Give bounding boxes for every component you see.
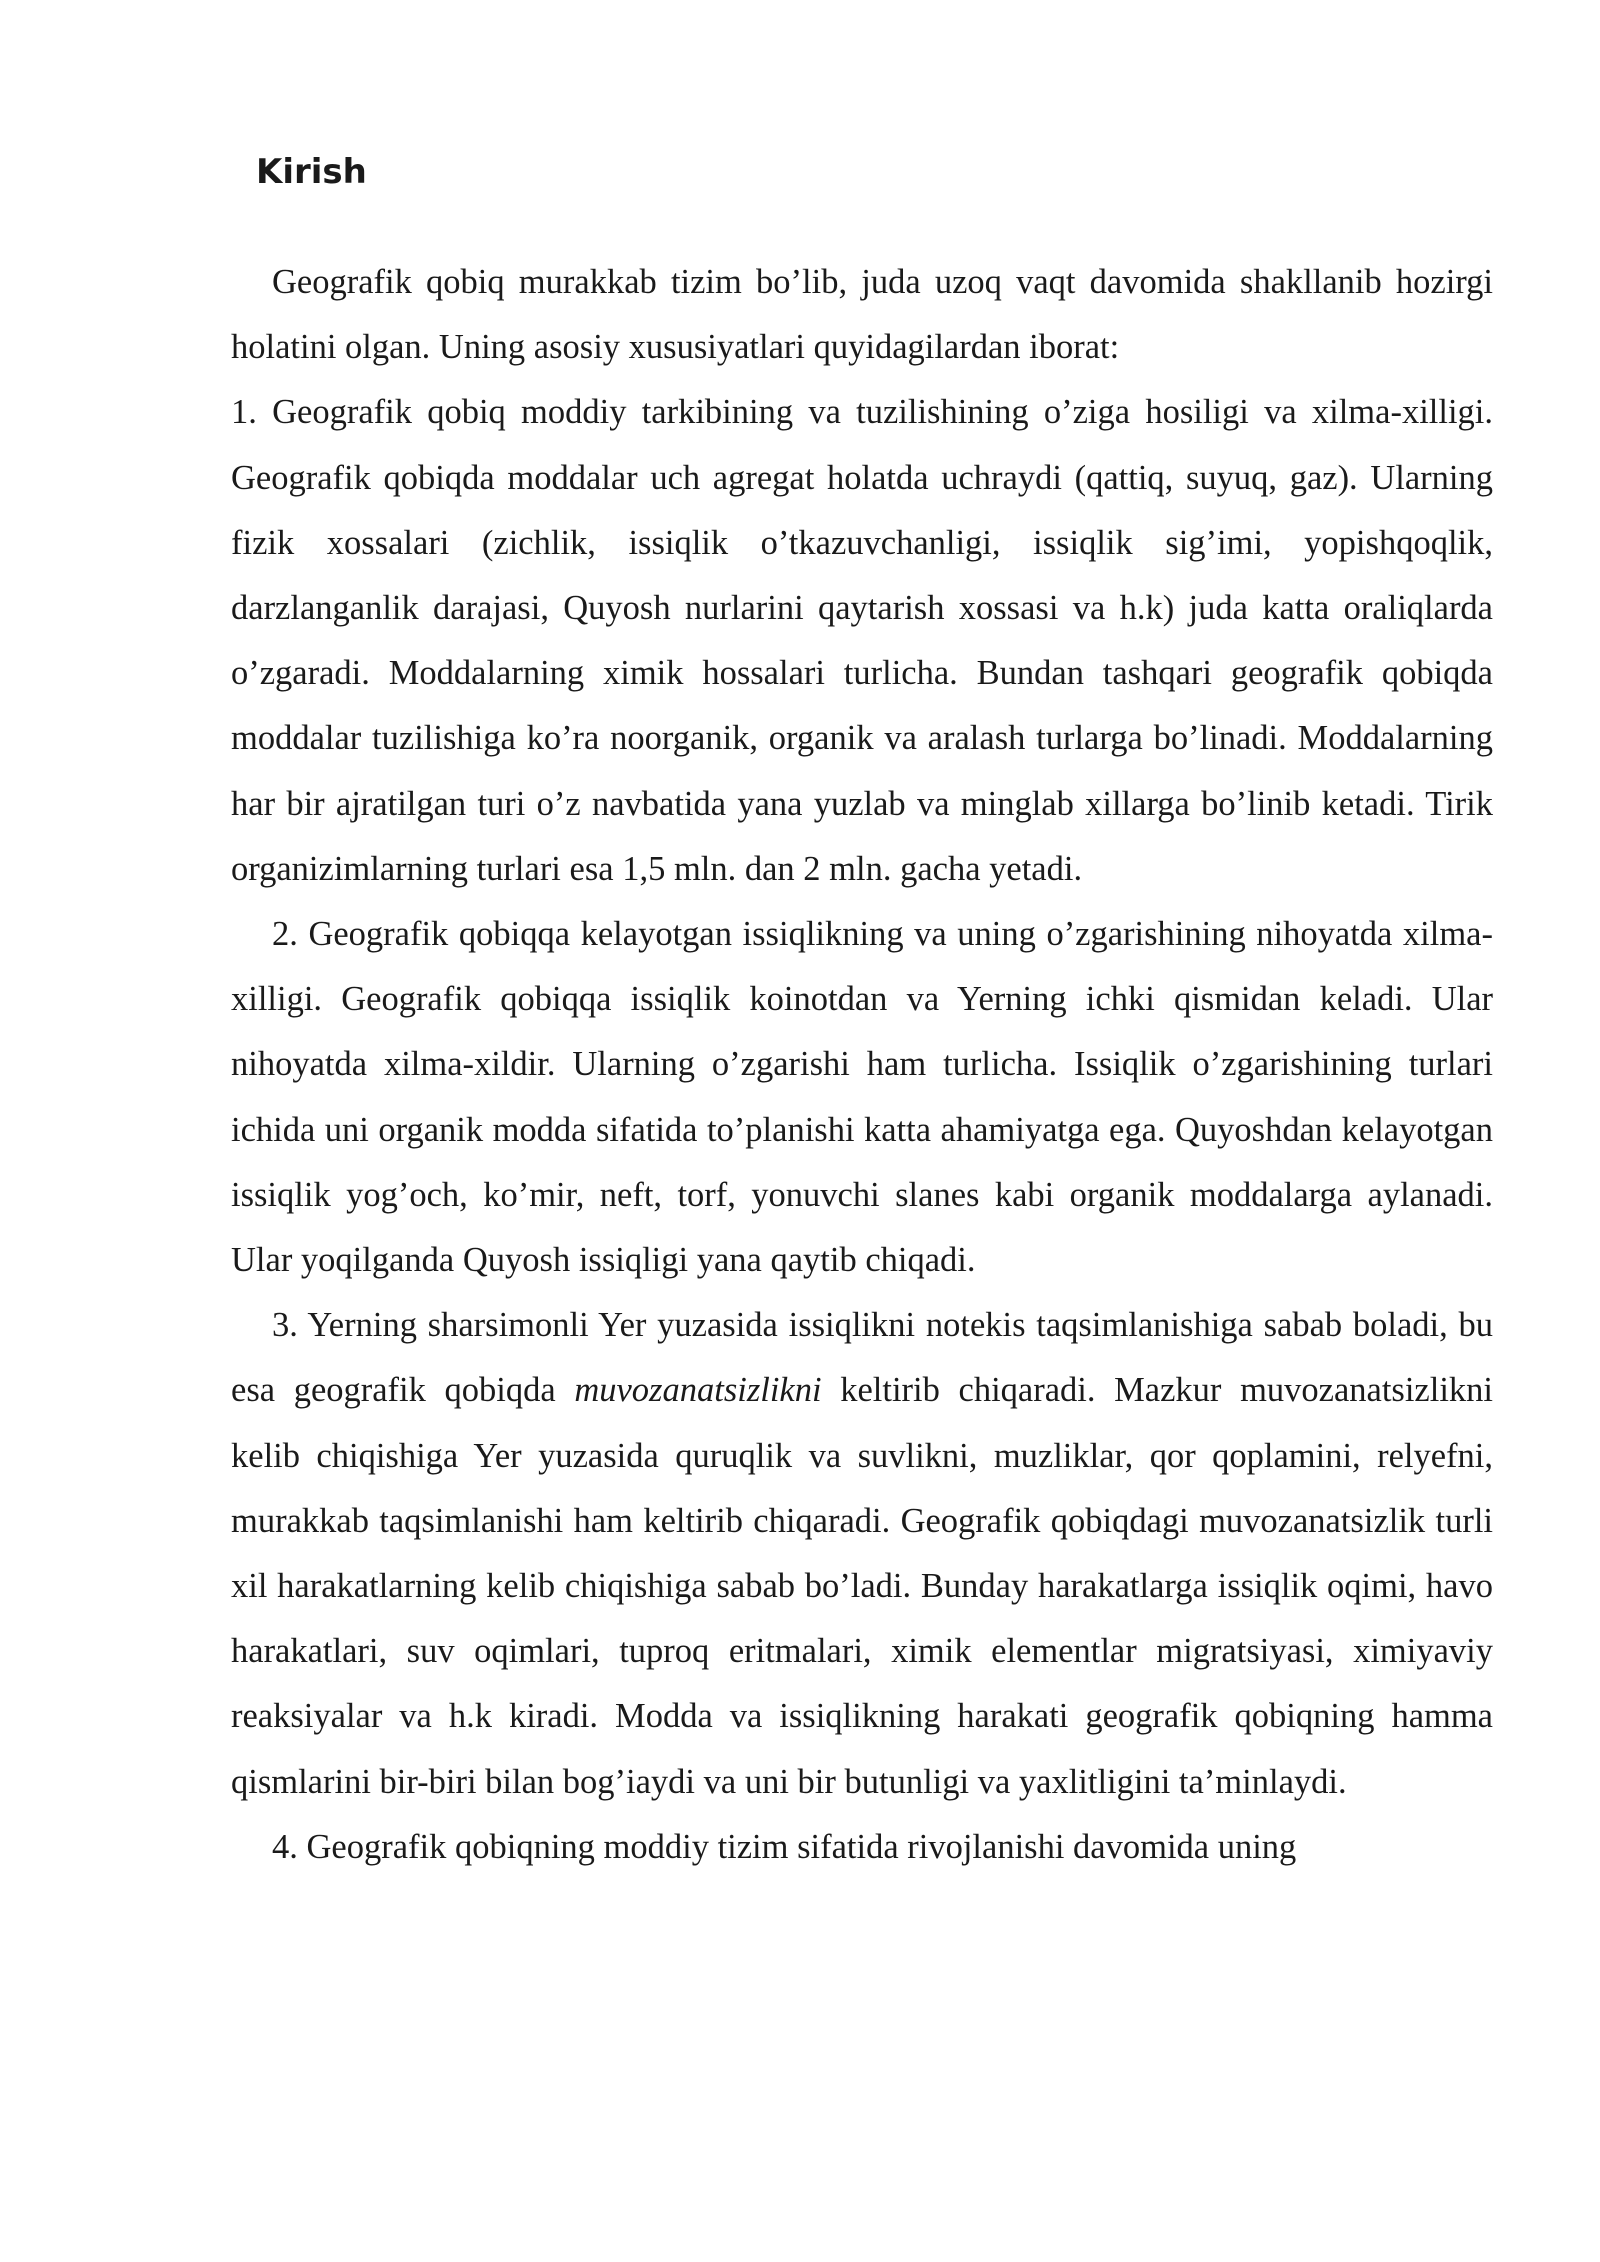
list-item-3-italic-term: muvozanatsizlikni [574, 1371, 822, 1410]
document-body [231, 250, 1493, 1880]
list-item-2: 2. Geografik qobiqqa kelayotgan issiqlikning va uning o’zgarishining nihoyatda xilma-xilligi. Geografik qobiqqa issiqlik koinotdan va Yerning ichki qismidan keladi. Ular nihoyatda xilma-xildir. Ularning o’zgarishi ham turlicha. Issiqlik o’zgarishining turlari ichida uni organik modda sifatida to’planishi katta ahamiyatga ega. Quyoshdan kelayotgan issiqlik yog’och, ko’mir, neft, torf, yonuvchi slanes kabi organik moddalarga aylanadi. Ular yoqilganda Quyosh issiqligi yana qaytib chiqadi. [231, 915, 1493, 1280]
list-item-1: 1. Geografik qobiq moddiy tarkibining va tuzilishining o’ziga hosiligi va xilma-xilligi. Geografik qobiqda moddalar uch agregat holatda uchraydi (qattiq, suyuq, gaz). Ularning fizik xossalari (zichlik, issiqlik o’tkazuvchanligi, issiqlik sig’imi, yopishqoqlik, darzlanganlik darajasi, Quyosh nurlarini qaytarish xossasi va h.k) juda katta oraliqlarda o’zgaradi. Moddalarning ximik hossalari turlicha. Bundan tashqari geografik qobiqda moddalar tuzilishiga ko’ra noorganik, organik va aralash turlarga bo’linadi. Moddalarning har bir ajratilgan turi o’z navbatida yana yuzlab va minglab xillarga bo’linib ketadi. Tirik organizimlarning turlari esa 1,5 mln. dan 2 mln. gacha yetadi. [231, 393, 1493, 888]
intro-paragraph: Geografik qobiq murakkab tizim bo’lib, juda uzoq vaqt davomida shakllanib hozirgi holatini olgan. Uning asosiy xususiyatlari quyidagilardan iborat: [231, 263, 1493, 367]
list-item-3 [231, 1293, 1493, 1815]
list-item-3-text-start: 3. Yerning sharsimonli Yer yuzasida issiqlikni notekis taqsimlanishiga sabab boladi, bu esa geografik qobiqda [231, 1306, 1493, 1410]
list-item-3-text-end: keltirib chiqaradi. Mazkur muvozanatsizlikni kelib chiqishiga Yer yuzasida quruqlik va suvlikni, muzliklar, qor qoplamini, relyefni, murakkab taqsimlanishi ham keltirib chiqaradi. Geografik qobiqdagi muvozanatsizlik turli xil harakatlarning kelib chiqishiga sabab bo’ladi. Bunday harakatlarga issiqlik oqimi, havo harakatlari, suv oqimlari, tuproq eritmalari, ximik elementlar migratsiyasi, ximiyaviy reaksiyalar va h.k kiradi. Modda va issiqlikning harakati geografik qobiqning hamma qismlarini bir-biri bilan bog’iaydi va uni bir butunligi va yaxlitligini ta’minlaydi. [231, 1371, 1494, 1801]
list-item-4: 4. Geografik qobiqning moddiy tizim sifatida rivojlanishi davomida uning [272, 1827, 1297, 1866]
section-heading: Kirish [256, 152, 367, 192]
